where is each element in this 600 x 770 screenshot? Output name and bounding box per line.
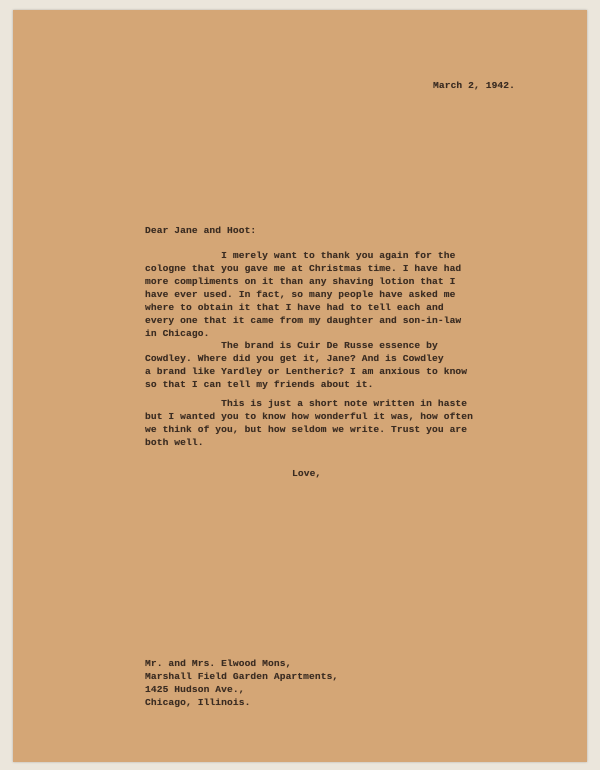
address-line: Chicago, Illinois. [145, 697, 251, 708]
paragraph-line: every one that it came from my daughter and son-in-law [145, 315, 462, 326]
letter-closing: Love, [292, 468, 322, 479]
letter-paragraph-1 [145, 249, 461, 340]
paragraph-line: but I wanted you to know how wonderful it was, how often [145, 411, 474, 422]
addressee-block [145, 657, 338, 709]
paragraph-line: I merely want to thank you again for the [145, 250, 456, 261]
paragraph-line: This is just a short note written in haste [145, 398, 468, 409]
letter-paragraph-3 [145, 397, 473, 449]
letter-date: March 2, 1942. [433, 80, 516, 91]
paragraph-line: cologne that you gave me at Christmas time. I have had [145, 263, 462, 274]
paragraph-line: we think of you, but how seldom we write. Trust you are [145, 424, 468, 435]
paragraph-line: both well. [145, 437, 204, 448]
paragraph-line: in Chicago. [145, 328, 210, 339]
address-line: 1425 Hudson Ave., [145, 684, 245, 695]
paragraph-line: more compliments on it than any shaving lotion that I [145, 276, 456, 287]
letter-salutation: Dear Jane and Hoot: [145, 225, 257, 236]
paragraph-line: a brand like Yardley or Lentheric? I am anxious to know [145, 366, 468, 377]
paragraph-line: Cowdley. Where did you get it, Jane? And is Cowdley [145, 353, 444, 364]
paragraph-line: have ever used. In fact, so many people have asked me [145, 289, 456, 300]
paragraph-line: so that I can tell my friends about it. [145, 379, 374, 390]
address-line: Marshall Field Garden Apartments, [145, 671, 339, 682]
paragraph-line: The brand is Cuir De Russe essence by [145, 340, 438, 351]
letter-paragraph-2 [145, 339, 467, 391]
paragraph-line: where to obtain it that I have had to tell each and [145, 302, 444, 313]
address-line: Mr. and Mrs. Elwood Mons, [145, 658, 292, 669]
